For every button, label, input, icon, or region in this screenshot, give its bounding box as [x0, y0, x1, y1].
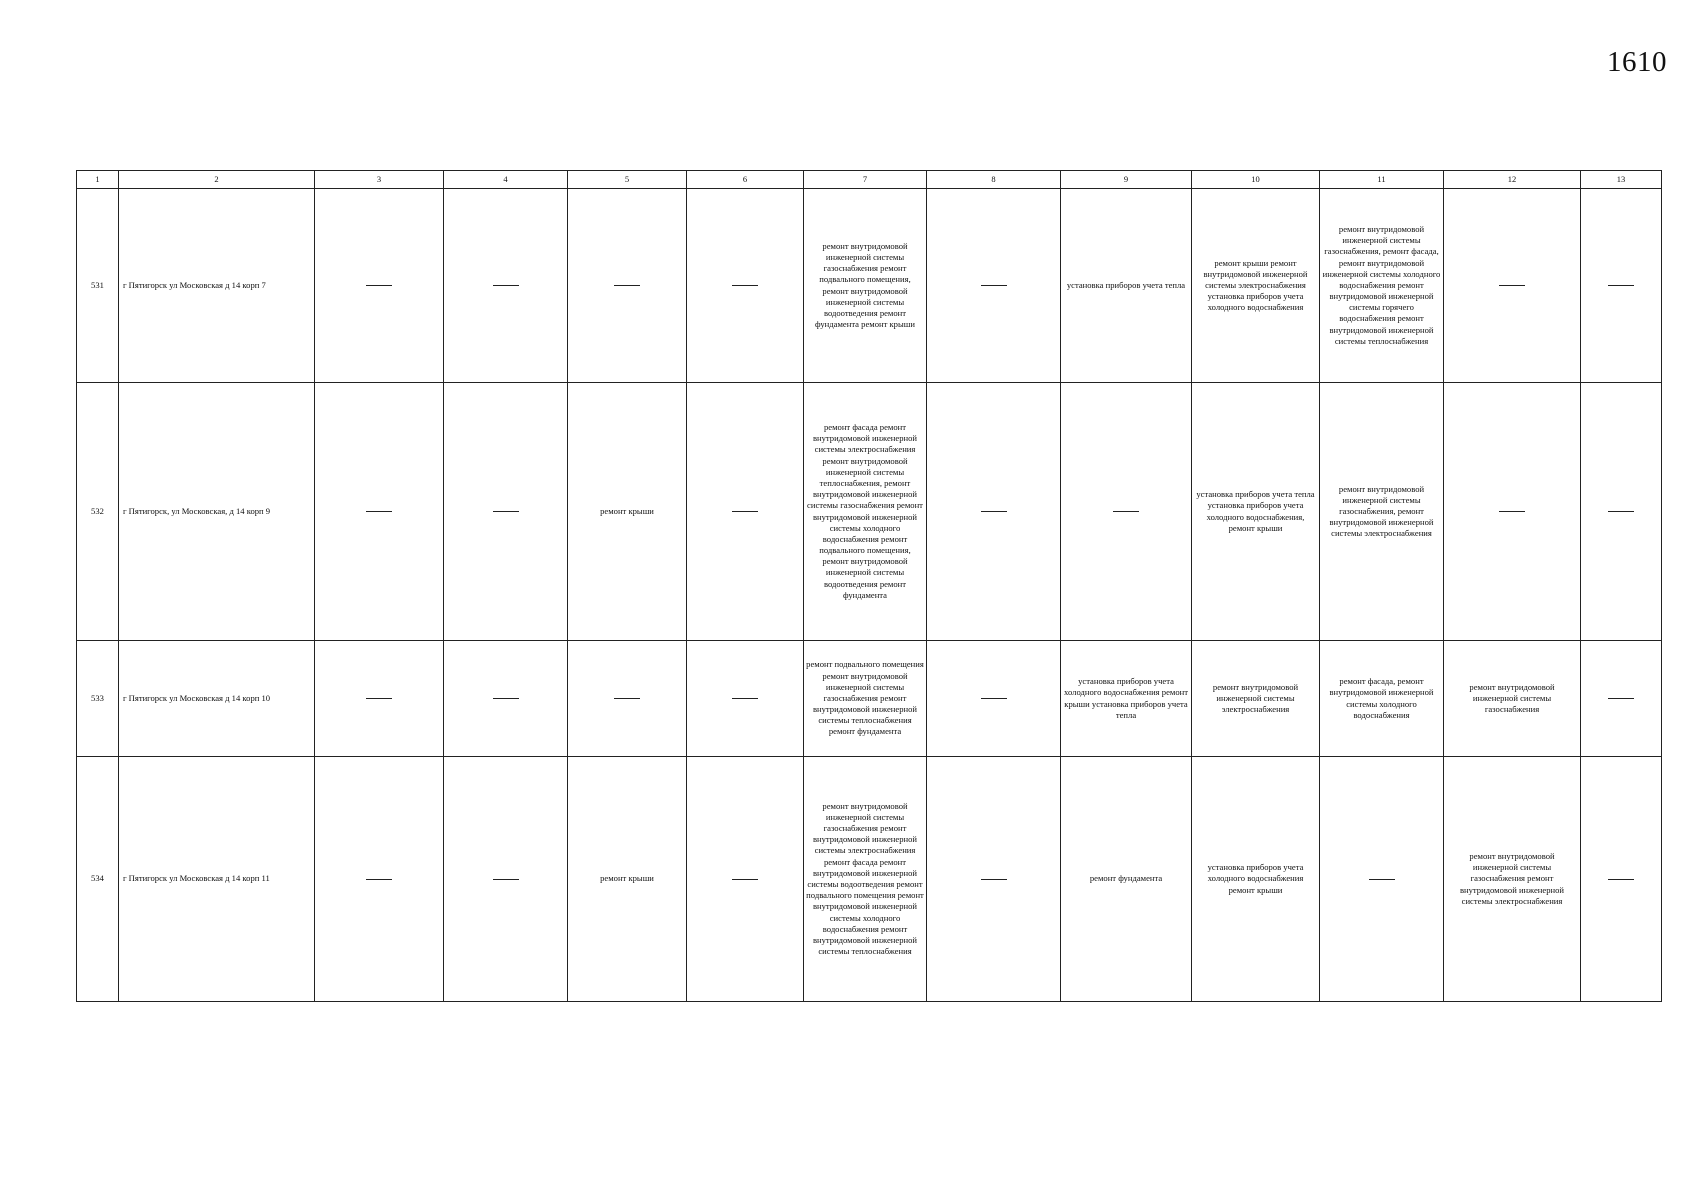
empty-dash-mark: [1113, 511, 1139, 512]
address-cell: г Пятигорск ул Московская д 14 корп 10: [119, 641, 315, 757]
row-number: 533: [77, 641, 119, 757]
table-cell: [444, 383, 568, 641]
empty-dash-mark: [732, 511, 758, 512]
table-cell: [927, 383, 1061, 641]
table-cell: [687, 757, 804, 1002]
column-header: 10: [1192, 171, 1320, 189]
address-cell: г Пятигорск ул Московская д 14 корп 11: [119, 757, 315, 1002]
empty-dash-mark: [493, 511, 519, 512]
table-cell: [1320, 757, 1444, 1002]
row-number: 531: [77, 189, 119, 383]
table-cell: [1444, 189, 1581, 383]
table-cell: [1444, 383, 1581, 641]
table-cell: [1061, 383, 1192, 641]
table-cell: [687, 383, 804, 641]
column-header: 11: [1320, 171, 1444, 189]
table-cell: [1581, 757, 1662, 1002]
empty-dash-mark: [981, 698, 1007, 699]
table-cell: ремонт крыши: [568, 757, 687, 1002]
table-cell: ремонт внутридомовой инженерной системы газоснабжения, ремонт внутридомовой инженерной системы электроснабжения: [1320, 383, 1444, 641]
table-row: [77, 189, 1662, 383]
table-cell: [1581, 383, 1662, 641]
table-cell: установка приборов учета холодного водоснабжения ремонт крыши: [1192, 757, 1320, 1002]
empty-dash-mark: [732, 698, 758, 699]
table-cell: [315, 189, 444, 383]
column-header: 8: [927, 171, 1061, 189]
address-cell: г Пятигорск ул Московская д 14 корп 7: [119, 189, 315, 383]
table-cell: [927, 641, 1061, 757]
column-header: 9: [1061, 171, 1192, 189]
table-row: [77, 757, 1662, 1002]
empty-dash-mark: [493, 698, 519, 699]
empty-dash-mark: [1608, 511, 1634, 512]
repair-schedule-table: [76, 170, 1662, 1002]
table-row: [77, 641, 1662, 757]
header-row: [77, 171, 1662, 189]
table-cell: [444, 757, 568, 1002]
empty-dash-mark: [981, 879, 1007, 880]
empty-dash-mark: [1608, 879, 1634, 880]
row-number: 532: [77, 383, 119, 641]
empty-dash-mark: [366, 879, 392, 880]
table-cell: [687, 641, 804, 757]
column-header: 7: [804, 171, 927, 189]
empty-dash-mark: [732, 285, 758, 286]
table-cell: ремонт фасада, ремонт внутридомовой инженерной системы холодного водоснабжения: [1320, 641, 1444, 757]
table-cell: [444, 641, 568, 757]
table-cell: [315, 757, 444, 1002]
empty-dash-mark: [1369, 879, 1395, 880]
table-cell: ремонт внутридомовой инженерной системы газоснабжения ремонт подвального помещения, ремонт внутридомовой инженерной системы водоотведения ремонт фундамента ремонт крыши: [804, 189, 927, 383]
table-cell: [1581, 641, 1662, 757]
column-header: 6: [687, 171, 804, 189]
table-cell: [687, 189, 804, 383]
column-header: 2: [119, 171, 315, 189]
empty-dash-mark: [1608, 285, 1634, 286]
table-cell: [315, 641, 444, 757]
table-cell: [444, 189, 568, 383]
empty-dash-mark: [493, 879, 519, 880]
empty-dash-mark: [366, 285, 392, 286]
table-cell: [568, 189, 687, 383]
table-cell: [1581, 189, 1662, 383]
table-cell: [315, 383, 444, 641]
empty-dash-mark: [981, 511, 1007, 512]
table-cell: ремонт внутридомовой инженерной системы газоснабжения ремонт внутридомовой инженерной системы электроснабжения ремонт фасада ремонт внутридомовой инженерной системы водоотведения ремонт подвального помещения ремонт внутридомовой инженерной системы холодного водоснабжения ремонт внутридомовой инженерной системы теплоснабжения: [804, 757, 927, 1002]
column-header: 4: [444, 171, 568, 189]
column-header: 13: [1581, 171, 1662, 189]
table-cell: ремонт внутридомовой инженерной системы газоснабжения ремонт внутридомовой инженерной системы электроснабжения: [1444, 757, 1581, 1002]
table-cell: [568, 641, 687, 757]
table-cell: ремонт фасада ремонт внутридомовой инженерной системы электроснабжения ремонт внутридомовой инженерной системы теплоснабжения, ремонт внутридомовой инженерной системы газоснабжения ремонт внутридомовой инженерной системы холодного водоснабжения ремонт подвального помещения, ремонт внутридомовой инженерной системы водоотведения ремонт фундамента: [804, 383, 927, 641]
row-number: 534: [77, 757, 119, 1002]
empty-dash-mark: [493, 285, 519, 286]
empty-dash-mark: [1608, 698, 1634, 699]
column-header: 5: [568, 171, 687, 189]
empty-dash-mark: [1499, 285, 1525, 286]
column-header: 12: [1444, 171, 1581, 189]
empty-dash-mark: [614, 698, 640, 699]
empty-dash-mark: [366, 698, 392, 699]
address-cell: г Пятигорск, ул Московская, д 14 корп 9: [119, 383, 315, 641]
empty-dash-mark: [366, 511, 392, 512]
column-header: 3: [315, 171, 444, 189]
table-cell: ремонт внутридомовой инженерной системы электроснабжения: [1192, 641, 1320, 757]
table-cell: ремонт фундамента: [1061, 757, 1192, 1002]
table-row: [77, 383, 1662, 641]
table-cell: ремонт внутридомовой инженерной системы газоснабжения, ремонт фасада, ремонт внутридомовой инженерной системы холодного водоснабжения ремонт внутридомовой инженерной системы горячего водоснабжения ремонт внутридомовой инженерной системы теплоснабжения: [1320, 189, 1444, 383]
table-cell: ремонт внутридомовой инженерной системы газоснабжения: [1444, 641, 1581, 757]
table-cell: установка приборов учета тепла установка приборов учета холодного водоснабжения, ремонт крыши: [1192, 383, 1320, 641]
empty-dash-mark: [981, 285, 1007, 286]
table-cell: установка приборов учета тепла: [1061, 189, 1192, 383]
empty-dash-mark: [614, 285, 640, 286]
table-cell: ремонт подвального помещения ремонт внутридомовой инженерной системы газоснабжения ремонт внутридомовой инженерной системы теплоснабжения ремонт фундамента: [804, 641, 927, 757]
empty-dash-mark: [732, 879, 758, 880]
column-header: 1: [77, 171, 119, 189]
empty-dash-mark: [1499, 511, 1525, 512]
table-cell: ремонт крыши ремонт внутридомовой инженерной системы электроснабжения установка приборов учета холодного водоснабжения: [1192, 189, 1320, 383]
table-cell: [927, 757, 1061, 1002]
table-cell: ремонт крыши: [568, 383, 687, 641]
table-cell: [927, 189, 1061, 383]
page-number: 1610: [1607, 46, 1667, 78]
table-cell: установка приборов учета холодного водоснабжения ремонт крыши установка приборов учета тепла: [1061, 641, 1192, 757]
